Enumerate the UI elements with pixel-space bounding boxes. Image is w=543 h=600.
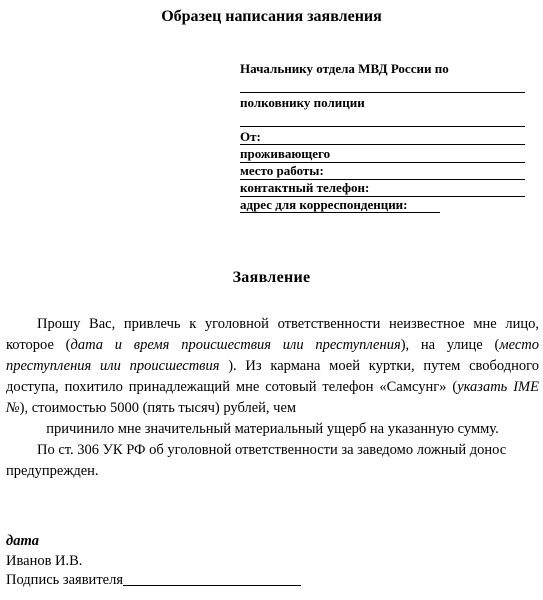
statement-heading: Заявление	[232, 269, 311, 286]
addressee-rule-2	[240, 126, 525, 127]
paragraph-1-placeholder-imei: указать IME №	[6, 379, 539, 416]
signature-date: дата	[6, 533, 39, 549]
paragraph-1-text-4: ), стоимостью 5000 (пять тысяч) рублей, чем	[19, 400, 297, 416]
signature-label: Подпись заявителя	[6, 572, 123, 588]
paragraph-1-placeholder-datetime: дата и время происшествия или преступления	[70, 337, 401, 353]
addressee-from: От:	[240, 129, 261, 144]
paragraph-2: По ст. 306 УК РФ об уголовной ответственности за заведомо ложный донос предупрежден.	[6, 442, 507, 479]
warning-body	[6, 440, 526, 482]
addressee-rule-3	[240, 144, 525, 145]
paragraph-1	[6, 314, 539, 419]
addressee-line-1: Начальнику отдела МВД России по	[240, 61, 449, 76]
document-title: Образец написания заявления	[161, 8, 382, 25]
addressee-phone: контактный телефон:	[240, 180, 370, 195]
signature-blank	[123, 571, 301, 586]
addressee-residing: проживающего	[240, 146, 331, 161]
addressee-line-2: полковнику полиции	[240, 95, 365, 110]
statement-body	[6, 314, 539, 440]
addressee-mail-address: адрес для корреспонденции:	[240, 197, 408, 212]
addressee-workplace: место работы:	[240, 163, 324, 178]
paragraph-1-text-1: Прошу Вас, привлечь к уголовной ответственности неизвестное мне лицо, которое (	[6, 316, 539, 353]
paragraph-1-last-line: причинило мне значительный материальный ущерб на указанную сумму.	[46, 421, 499, 437]
addressee-rule-7	[240, 212, 440, 213]
paragraph-1-text-2: ), на улице (	[400, 337, 500, 353]
signature-name: Иванов И.В.	[6, 553, 83, 569]
paragraph-1-placeholder-place: место преступления или происшествия	[6, 337, 539, 374]
signature-line	[6, 571, 301, 589]
paragraph-1-text-3: ). Из кармана моей куртки, путем свободного доступа, похитило принадлежащий мне сотовый телефон «Самсунг» (	[6, 358, 539, 395]
addressee-rule-1	[240, 92, 525, 93]
